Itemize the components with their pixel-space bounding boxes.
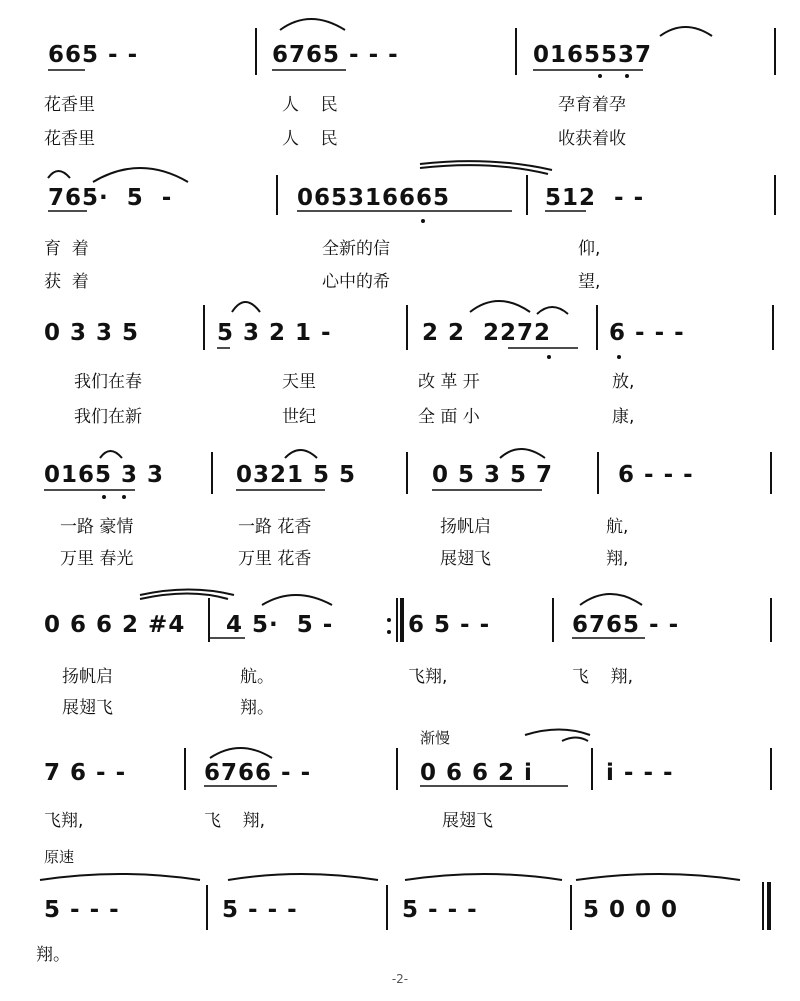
measure-notes: 6 - - - bbox=[618, 462, 694, 488]
lyric: 翔。 bbox=[240, 698, 274, 718]
page-number: -2- bbox=[391, 972, 409, 986]
measure-notes: 4 5· 5 - bbox=[226, 612, 334, 638]
lyric: 万里 花香 bbox=[238, 549, 312, 569]
lyric: 我们在新 bbox=[74, 407, 142, 427]
measure-notes: 7 6 - - bbox=[44, 760, 127, 786]
lyric: 飞翔, bbox=[408, 667, 448, 687]
lyric: 收获着收 bbox=[558, 129, 626, 149]
lyric: 望, bbox=[578, 272, 601, 292]
lyric: 飞翔, bbox=[44, 811, 84, 831]
lyric: 展翅飞 bbox=[62, 698, 113, 718]
lyric: 全 面 小 bbox=[418, 407, 480, 427]
lyric: 花香里 bbox=[44, 95, 95, 115]
lyric: 翔, bbox=[606, 549, 629, 569]
measure-notes: 0 3 3 5 bbox=[44, 320, 140, 346]
tempo-mark: 渐慢 bbox=[420, 729, 451, 747]
lyric: 人 民 bbox=[282, 129, 338, 149]
lyric: 翔。 bbox=[36, 945, 70, 965]
lyric: 扬帆启 bbox=[440, 517, 491, 537]
measure-notes: 6765 - - - bbox=[272, 42, 399, 68]
lyric: 飞 翔, bbox=[572, 667, 634, 687]
lyric: 航。 bbox=[240, 667, 274, 687]
lyric: 孕育着孕 bbox=[558, 95, 626, 115]
lyric: 世纪 bbox=[282, 407, 316, 427]
lyric: 放, bbox=[612, 372, 635, 392]
lyric: 改 革 开 bbox=[418, 372, 480, 392]
measure-notes: 6 5 - - bbox=[408, 612, 491, 638]
lyric: 人 民 bbox=[282, 95, 338, 115]
lyric: 展翅飞 bbox=[440, 549, 491, 569]
lyric: 展翅飞 bbox=[442, 811, 493, 831]
measure-notes: 765· 5 - bbox=[48, 185, 173, 211]
lyric: 花香里 bbox=[44, 129, 95, 149]
measure-notes: 6766 - - bbox=[204, 760, 312, 786]
lyric: 航, bbox=[606, 517, 629, 537]
lyric: 一路 花香 bbox=[238, 517, 312, 537]
lyric: 扬帆启 bbox=[62, 667, 113, 687]
measure-notes: 5 - - - bbox=[44, 897, 120, 923]
lyric: 仰, bbox=[578, 239, 601, 259]
measure-notes: 0 5 3 5 7 bbox=[432, 462, 554, 488]
measure-notes: 0165537 bbox=[533, 42, 653, 68]
measure-notes: 0 6 6 2 #4 bbox=[44, 612, 186, 638]
measure-notes: 065316665 bbox=[297, 185, 451, 211]
measure-notes: 512 - - bbox=[545, 185, 645, 211]
measure-notes: 6 - - - bbox=[609, 320, 685, 346]
lyric: 全新的信 bbox=[322, 239, 390, 259]
tempo-mark: 原速 bbox=[44, 848, 75, 866]
measure-notes: 6765 - - bbox=[572, 612, 680, 638]
measure-notes: 5 - - - bbox=[222, 897, 298, 923]
lyric: 心中的希 bbox=[322, 272, 390, 292]
lyric: 天里 bbox=[282, 372, 316, 392]
measure-notes: 5 0 0 0 bbox=[583, 897, 679, 923]
lyric: 我们在春 bbox=[74, 372, 142, 392]
lyric: 一路 豪情 bbox=[60, 517, 134, 537]
measure-notes: i - - - bbox=[606, 760, 674, 786]
measure-notes: 665 - - bbox=[48, 42, 139, 68]
measure-notes: 0 6 6 2 i bbox=[420, 760, 533, 786]
lyric: 康, bbox=[612, 407, 635, 427]
lyric: 飞 翔, bbox=[204, 811, 266, 831]
measure-notes: 0321 5 5 bbox=[236, 462, 357, 488]
lyric: 育 着 bbox=[44, 239, 89, 259]
lyric: 万里 春光 bbox=[60, 549, 134, 569]
measure-notes: 5 - - - bbox=[402, 897, 478, 923]
measure-notes: 5 3 2 1 - bbox=[217, 320, 332, 346]
measure-notes: 0165 3 3 bbox=[44, 462, 165, 488]
measure-notes: 2 2 2272 bbox=[422, 320, 552, 346]
lyric: 获 着 bbox=[44, 272, 89, 292]
